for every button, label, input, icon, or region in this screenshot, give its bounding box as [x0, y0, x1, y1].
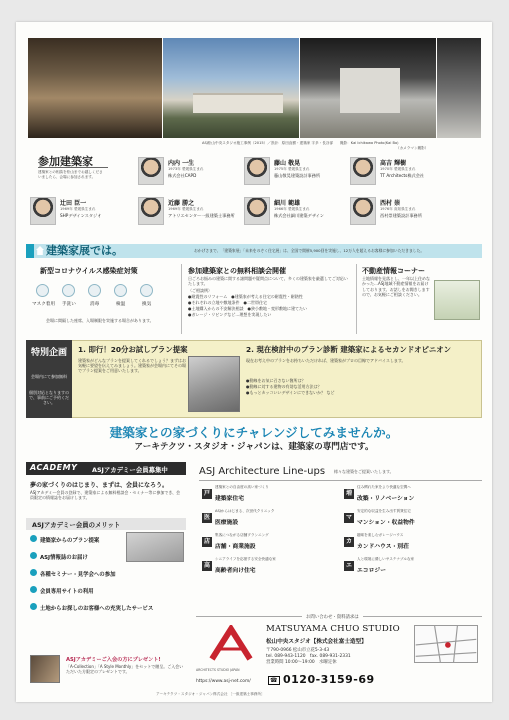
exhibition-title: 建築家展では。: [46, 244, 123, 257]
step2-list-item: ●動線をお気に召さない箇所は？: [246, 378, 306, 383]
academy-logo: ACADEMY: [30, 463, 78, 472]
lineups-title: ASJ Architecture Line-ups: [199, 466, 326, 477]
lineups-description: 様々な建築をご提案いたします。: [334, 469, 394, 474]
architects-title: 参加建築家: [38, 155, 93, 168]
lineup-icon: 戸: [203, 490, 210, 497]
consultation-photo: [188, 356, 240, 412]
ventilation-icon: [140, 284, 153, 297]
architect-portrait: [138, 197, 164, 225]
architect-birth: 1970年 愛媛県生まれ: [380, 167, 416, 171]
exhibition-description: おかげさまで、「建築家展」「未来をのぞく住宅展」は、全国で開催5,900回を実施し、12万人を超えるお客様に参加いただきました。: [194, 248, 425, 253]
houses-illustration: [434, 280, 480, 320]
covid-item-label: マスク着用: [32, 302, 55, 307]
lineup-note: 建築家との自由度の高い家づくり: [215, 485, 269, 489]
consult-list-item: ●土地購入からの不安解決相談 ●狭小敷地・変形敷地に建てたい: [188, 306, 307, 311]
lineup-name: 店舗・商業施設: [215, 544, 256, 550]
covid-item-label: 検温: [116, 302, 126, 307]
benefit-bullet-icon: [30, 603, 37, 610]
lineup-item: [344, 484, 479, 506]
lineup-note: 安定的な収益を生み出す賃貸住宅: [357, 509, 411, 513]
house-photo-3: [300, 38, 436, 138]
asj-logo-caption: ARCHITECTS STUDIO JAPAN: [196, 668, 240, 672]
realestate-body: 土地情報を見落とし、一年以上住めなかった…ASJ地域不動産情報をお届けしております。お話しをお聞きしますので、お気軽にご相談ください。: [362, 276, 430, 298]
architect-portrait: [30, 197, 56, 225]
lineup-note: 集客につながる店舗プランニング: [215, 533, 269, 537]
step2-body: 現在お考え中のプランをお持ちいただければ、建築家がプロの目線でアドバイスします。: [246, 358, 406, 363]
architect-portrait: [350, 157, 376, 185]
architect-name: 細川 範雄: [274, 200, 301, 207]
architect-birth: 1966年 愛媛県生まれ: [274, 207, 310, 211]
column-divider: [181, 264, 182, 334]
lineup-icon: 店: [203, 538, 210, 545]
studio-phone: tel. 089-943-1120 fax. 089-931-2331: [266, 654, 351, 659]
architect-name: 藤山 敬晃: [274, 160, 301, 167]
step2-title: 2. 現在検討中のプラン診断 建築家によるセカンドオピニオン: [246, 345, 452, 354]
freedial-icon: ☎: [270, 677, 278, 684]
lineup-icon: エ: [345, 562, 352, 569]
lineup-name: マンション・収益物件: [357, 520, 415, 526]
main-subline: アーキテクツ・スタジオ・ジャパンは、建築家の専門店です。: [134, 442, 374, 452]
title-underline: [38, 167, 108, 168]
magazine-image: [30, 655, 60, 683]
present-title: ASJアカデミーご入会の方にプレゼント!: [66, 657, 161, 663]
handwash-icon: [62, 284, 75, 297]
lineup-name: エコロジー: [357, 568, 386, 574]
lineup-name: 高齢者向け住宅: [215, 568, 256, 574]
lineup-icon: 増: [345, 490, 352, 497]
architect-firm: 藤山敬晃建築設計事務所: [274, 173, 321, 178]
benefit-bullet-icon: [30, 535, 37, 542]
present-body: 「A-Collection」「A Style Monthly」をセットで贈呈。ご入会いただいた方限定のプレゼントです。: [66, 664, 184, 675]
consult-list-item: ●耐震性のリフォーム ●建築家が考える住宅の耐震性・耐熱性: [188, 294, 303, 299]
lineup-icon: マ: [345, 514, 352, 521]
architect-birth: 1969年 愛媛県生まれ: [168, 207, 204, 211]
architect-birth: 1975年 愛媛県生まれ: [274, 167, 310, 171]
covid-item-label: 換気: [142, 302, 152, 307]
architect-birth: 1976年 高知県生まれ: [380, 207, 416, 211]
house-photo-4: [437, 38, 481, 138]
architect-name: 西村 崇: [380, 200, 401, 207]
benefit-bullet-icon: [30, 552, 37, 559]
covid-note: 会場に間隔した座席、入場制限を実施する場合があります。: [46, 318, 154, 323]
freedial-number[interactable]: [268, 673, 375, 686]
lineup-icon: カ: [345, 538, 352, 545]
column-divider: [356, 264, 357, 334]
studio-hours: 営業時間 10:00～19:00 水曜定休: [266, 660, 337, 665]
consult-list-item: ●ガレージ・リビングなど…理想を実現したい: [188, 312, 272, 317]
lineup-note: 住み慣れた家をより快適な空間へ: [357, 485, 411, 489]
benefit-title: ASJアカデミー会員のメリット: [32, 521, 121, 529]
architect-firm: SHPデザインスタジオ: [60, 213, 102, 218]
academy-intro: 夢の家づくりのはじまり、まずは、会員になろう。: [30, 482, 169, 489]
lineup-name: カンドハウス・別荘: [357, 544, 409, 550]
house-photo-2: [163, 38, 299, 138]
main-headline: 建築家との家づくりにチャレンジしてみませんか。: [109, 425, 399, 440]
covid-item-label: 消毒: [90, 302, 100, 307]
asj-logo-icon: [202, 625, 260, 663]
contact-heading: お問い合わせ・資料請求は: [302, 614, 363, 620]
lineup-item: [202, 508, 337, 530]
lineup-item: [202, 484, 337, 506]
academy-body: ASJアカデミー会員の登録で、建築家による無料相談会・セミナー等に参加でき、会員限定の情報誌をお届けします。: [30, 490, 181, 501]
architect-portrait: [244, 197, 270, 225]
thermometer-icon: [114, 284, 127, 297]
website-url[interactable]: https://www.asj-net.com/: [196, 679, 251, 684]
special-note: 個別対応となりますので、事前にご予約ください。: [29, 390, 69, 405]
consult-body: 日ごろお悩みの建築に関する諸問題や疑問点について、多くの建築家を厳選してご対応いたします。: [188, 276, 348, 287]
lineup-item: [202, 532, 337, 554]
lineups-rule: [199, 480, 482, 481]
architect-name: 内内 一生: [168, 160, 195, 167]
special-label: 特別企画: [30, 348, 67, 358]
special-sub: 会場内にて参加無料: [31, 374, 67, 379]
lineup-item: [344, 556, 479, 578]
architect-firm: TT Architects株式会社: [380, 173, 425, 178]
lineup-note: 趣味を楽しむガレージハウス: [357, 533, 404, 537]
lineup-name: 改築・リノベーション: [357, 496, 415, 502]
photo-caption: ASJ松山中央スタジオ施工事例（2015）／設計：原田直樹・建築家 宇多・長谷部: [202, 141, 334, 145]
architects-description: 建築家との相談を松山までお越しくださいましたら、会場に参加されます。: [38, 170, 103, 179]
covid-item-label: 手洗い: [62, 302, 76, 307]
consult-list-title: 〈ご相談例〉: [188, 288, 212, 293]
lineup-item: [344, 508, 479, 530]
architect-firm: 株式会社細川建築デザイン: [274, 213, 324, 218]
architect-name: 辻田 臣一: [60, 200, 87, 207]
sanitizer-icon: [88, 284, 101, 297]
benefit-item: ASJ情報誌のお届け: [40, 555, 88, 561]
benefit-bullet-icon: [30, 569, 37, 576]
studio-name-jp: 松山中央スタジオ【株式会社富士造型】: [266, 639, 367, 645]
architect-birth: 1973年 愛媛県生まれ: [168, 167, 204, 171]
covid-title: 新型コロナウイルス感染症対策: [40, 267, 138, 275]
footer-note: アーキテクツ・スタジオ・ジャパン株式会社 ［一級建築士事務所］: [156, 692, 265, 696]
architect-name: 近藤 勝之: [168, 200, 195, 207]
lineup-item: [344, 532, 479, 554]
step1-title: 1. 即行！20分お試しプラン提案: [78, 345, 188, 354]
consult-title: 参加建築家との無料相談会開催: [188, 267, 286, 275]
freedial-text: 0120-3159-69: [282, 673, 375, 686]
architect-name: 高吉 輝樹: [380, 160, 407, 167]
lineup-icon: 高: [203, 562, 210, 569]
benefit-item: 建築家からのプラン提案: [40, 538, 100, 544]
architect-firm: 西村崇建築設計事務所: [380, 213, 422, 218]
lineup-icon: 医: [203, 514, 210, 521]
studio-name: MATSUYAMA CHUO STUDIO: [266, 624, 400, 634]
benefit-item: 土地からお探しのお客様への充実したサービス: [40, 606, 154, 612]
flyer-page: [16, 22, 492, 702]
architect-firm: 株式会社CAPD: [168, 173, 197, 178]
step2-list-item: ●もっとカッコいいデザインにできないか？ など: [246, 390, 335, 395]
photo-caption: （カメラマン撮影）: [396, 146, 429, 150]
studio-address: 〒790-0966 松山市立花5-3-43: [266, 648, 330, 653]
house-photo-1: [28, 38, 162, 138]
consult-list-item: ●それぞれの立地や敷地条件 ●二世帯住宅: [188, 300, 267, 305]
lineup-note: ASJからはじまる、次世代クリニック: [215, 509, 275, 513]
lineup-name: 医療施設: [215, 520, 239, 526]
location-map: [414, 625, 478, 663]
benefit-bullet-icon: [30, 586, 37, 593]
architect-firm: アトリエセンター一級建築士事務所: [168, 213, 235, 218]
architect-birth: 1969年 愛媛県生まれ: [60, 207, 96, 211]
step1-body: 建築家がどんなプランを提案してくれるでしょう？まずはお気軽に要望を伝えてみましょう。建築家が会場内にてその場でプラン提案をご用意いたします。: [78, 358, 186, 374]
lineup-note: 人と環境に優しいサステナブルな家: [357, 557, 415, 561]
academy-title: ASJアカデミー会員募集中: [92, 465, 168, 474]
photo-caption: 撮影：Kai Ichikawa Photo(Kai Bo): [340, 141, 399, 145]
architect-portrait: [244, 157, 270, 185]
architect-portrait: [138, 157, 164, 185]
realestate-title: 不動産情報コーナー: [362, 267, 425, 275]
lineup-item: [202, 556, 337, 578]
architect-portrait: [350, 197, 376, 225]
mask-icon: [36, 284, 49, 297]
benefit-item: 各種セミナー・見学会への参加: [40, 572, 116, 578]
plan-drawing-image: [126, 532, 184, 562]
lineup-name: 建築家住宅: [215, 496, 244, 502]
lineup-note: シニアライフを応援する安全快適な家: [215, 557, 276, 561]
step2-list-item: ●動線に対する建物の有効な活用方法は？: [246, 384, 322, 389]
benefit-item: 会員専用サイトの利用: [40, 589, 94, 595]
